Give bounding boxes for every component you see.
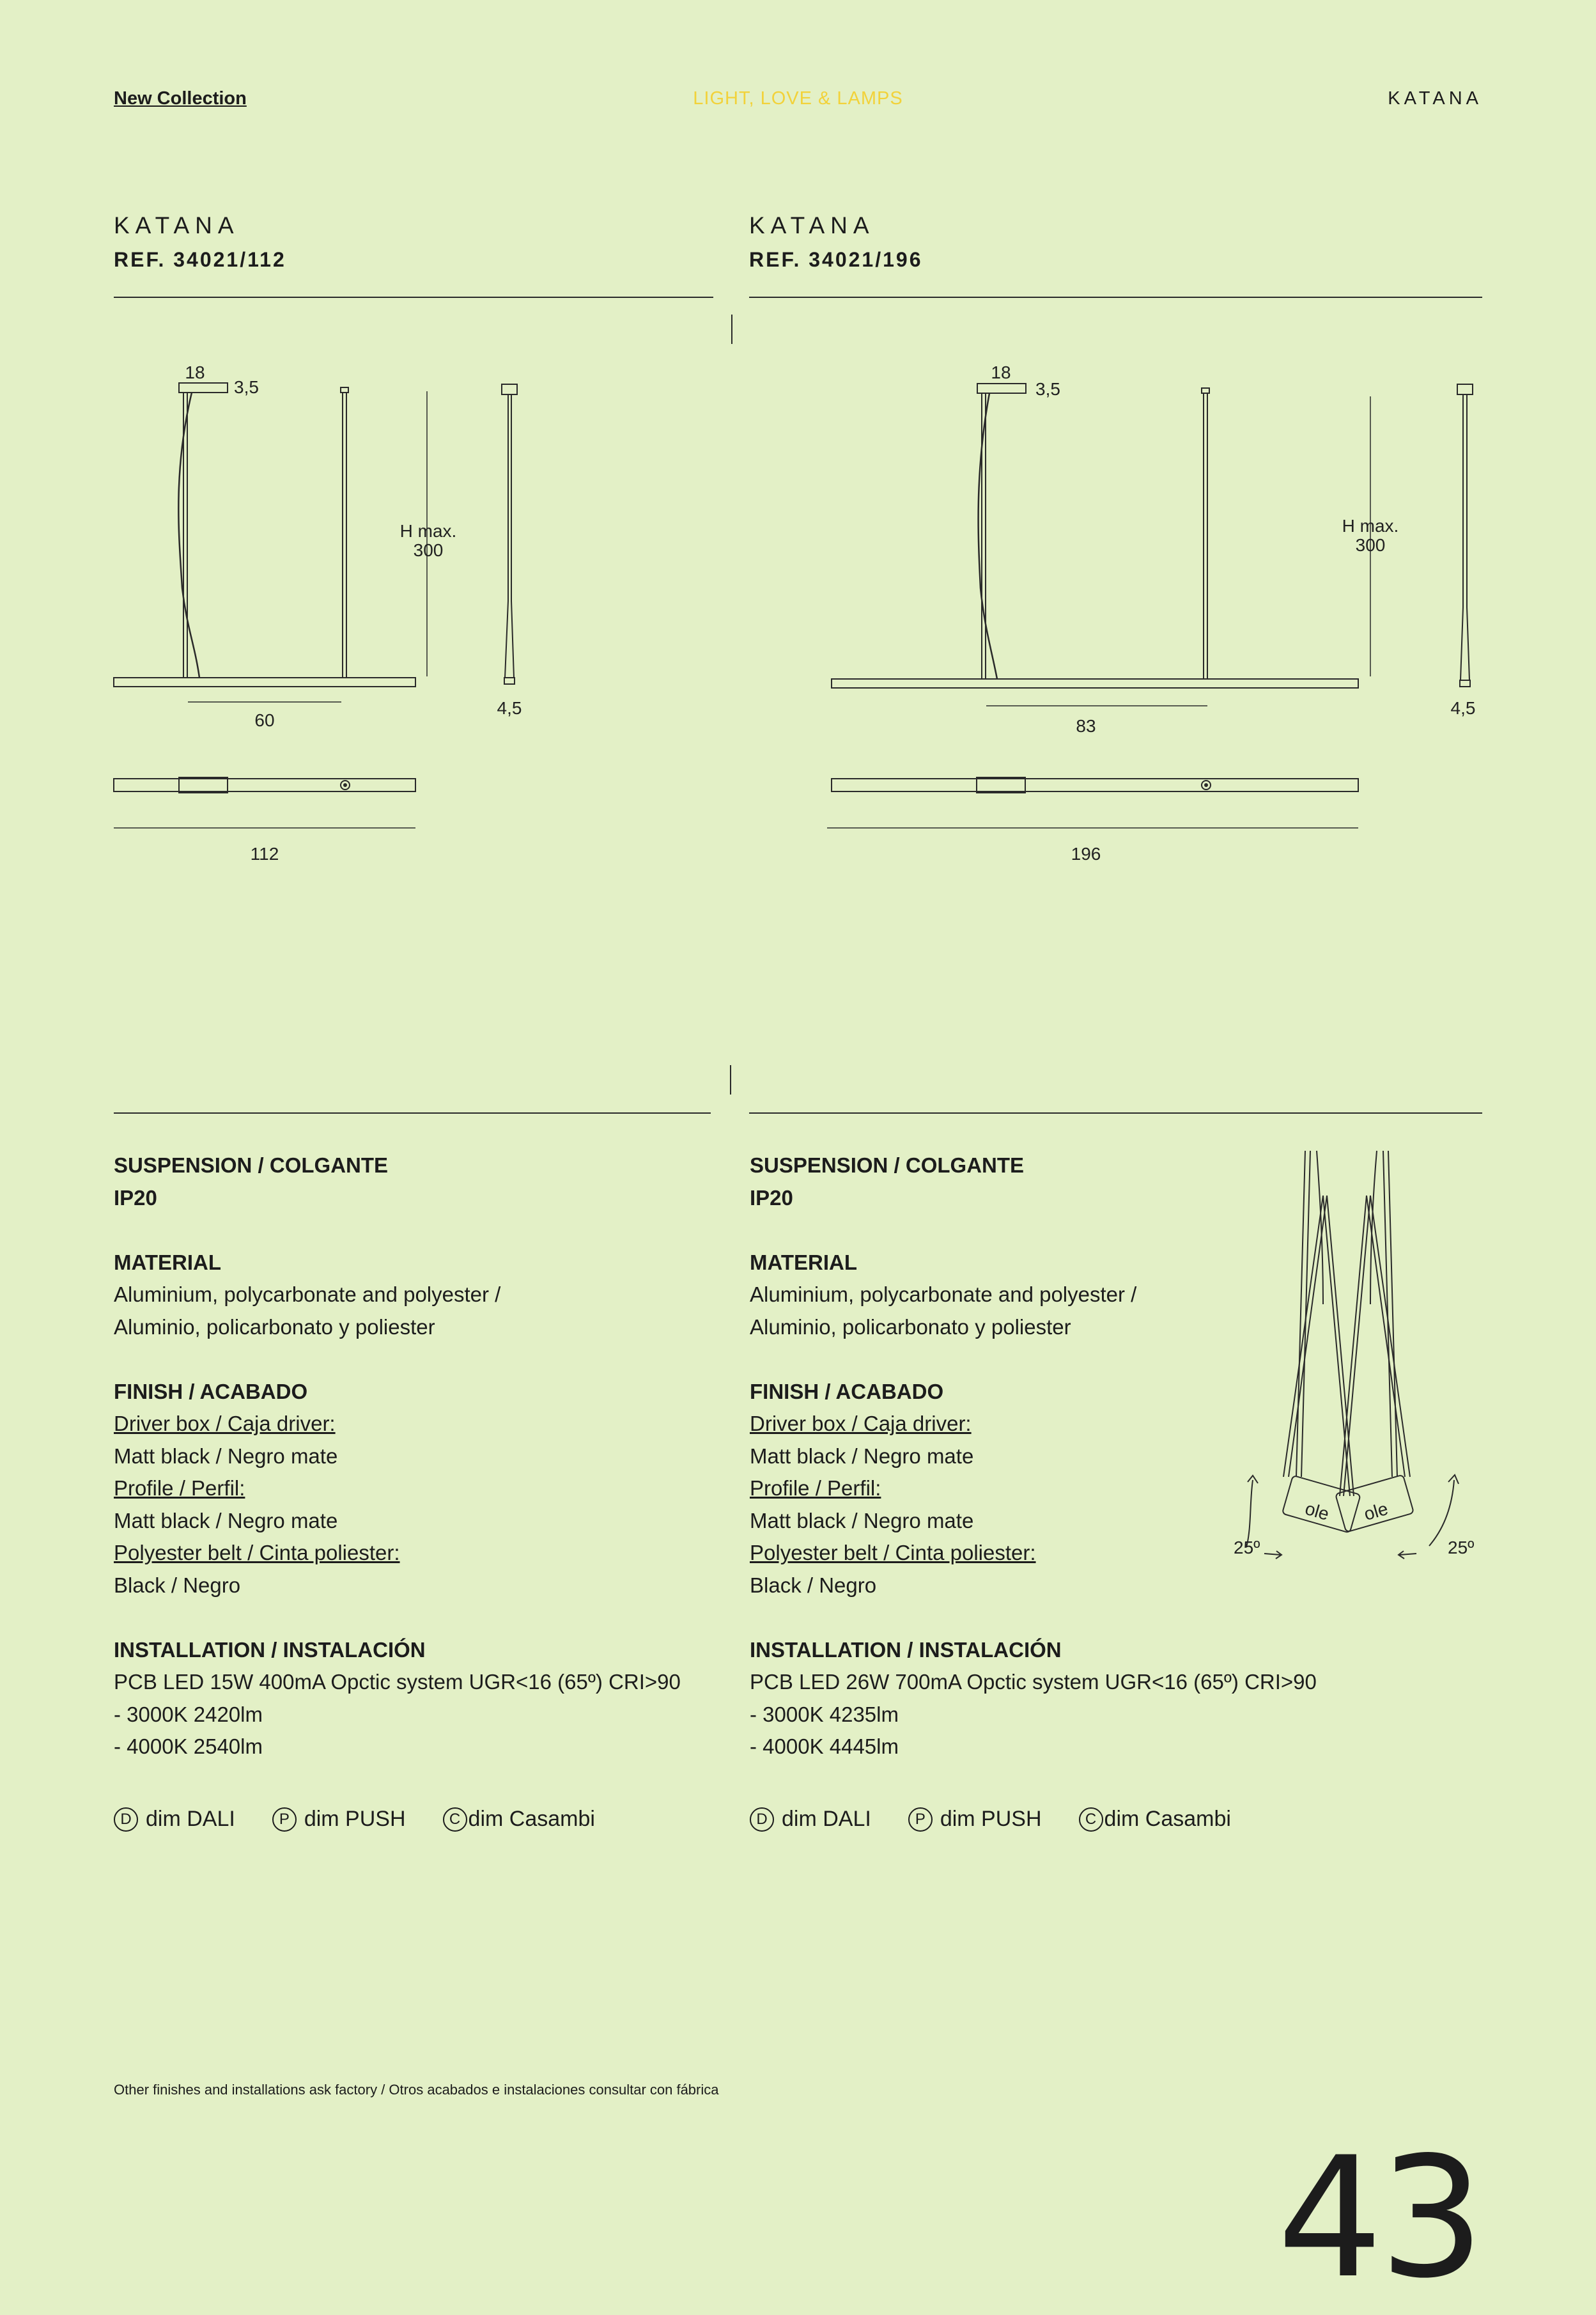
technical-drawing-left <box>0 345 793 882</box>
driver-value: Matt black / Negro mate <box>750 1444 974 1468</box>
luminaire-top-view <box>114 779 415 791</box>
power-cable <box>178 393 199 678</box>
profile-value: Matt black / Negro mate <box>750 1508 974 1532</box>
finish-heading: FINISH / ACABADO <box>750 1379 944 1403</box>
dim-push-option: P dim PUSH <box>272 1807 406 1832</box>
column-divider-bottom <box>730 1065 731 1095</box>
finish-heading: FINISH / ACABADO <box>114 1379 308 1403</box>
material-line: Aluminium, polycarbonate and polyester / <box>114 1282 501 1306</box>
material-line: Aluminium, polycarbonate and polyester / <box>750 1282 1137 1306</box>
collection-link[interactable]: New Collection <box>114 88 247 109</box>
belt-label: Polyester belt / Cinta poliester: <box>114 1541 400 1564</box>
tilt-illustration <box>1214 1144 1496 1566</box>
installation-line: PCB LED 26W 700mA Opctic system UGR<16 (65º) CRI>90 <box>750 1670 1317 1694</box>
casambi-icon: C <box>1079 1807 1103 1832</box>
dim-box-height-left: 3,5 <box>234 377 259 397</box>
luminaire-profile <box>114 678 415 687</box>
material-heading: MATERIAL <box>750 1250 858 1274</box>
title-rule-right <box>749 297 1482 298</box>
material-line: Aluminio, policarbonato y poliester <box>114 1314 435 1339</box>
installation-line: - 4000K 4445lm <box>750 1734 899 1758</box>
spec-block-left <box>114 1150 681 1763</box>
dim-box-height-right: 3,5 <box>1035 379 1060 399</box>
badge-text-right: ole <box>1361 1498 1390 1525</box>
technical-drawing-right <box>793 345 1496 882</box>
dim-hmax-label-left: H max. <box>399 521 457 541</box>
driver-label: Driver box / Caja driver: <box>114 1412 336 1435</box>
dim-hmax-value-left: 300 <box>413 540 444 560</box>
product-ref-right: REF. 34021/196 <box>749 248 923 271</box>
installation-line: PCB LED 15W 400mA Opctic system UGR<16 (65º) CRI>90 <box>114 1670 681 1694</box>
material-line: Aluminio, policarbonato y poliester <box>750 1314 1071 1339</box>
installation-line: - 3000K 4235lm <box>750 1702 899 1726</box>
belt-value: Black / Negro <box>114 1573 241 1597</box>
push-icon: P <box>272 1807 297 1832</box>
page-number: 43 <box>1277 2122 1481 2315</box>
dimming-options-left <box>114 1807 632 1832</box>
dim-box-width-right: 18 <box>991 362 1011 382</box>
canopy-box <box>179 383 228 393</box>
dim-push-option: P dim PUSH <box>908 1807 1042 1832</box>
type-heading: SUSPENSION / COLGANTE <box>114 1153 389 1177</box>
casambi-icon: C <box>443 1807 467 1832</box>
dim-dali-option: D dim DALI <box>114 1807 235 1832</box>
profile-value: Matt black / Negro mate <box>114 1508 338 1532</box>
dali-icon: D <box>750 1807 774 1832</box>
dim-hmax-label-right: H max. <box>1342 516 1399 536</box>
installation-line: - 3000K 2420lm <box>114 1702 263 1726</box>
product-ref-left: REF. 34021/112 <box>114 248 286 271</box>
dim-span-left: 60 <box>254 710 275 730</box>
dim-span-right: 83 <box>1076 716 1096 736</box>
footnote: Other finishes and installations ask factory / Otros acabados e instalaciones consultar con fábrica <box>114 2082 719 2098</box>
dim-depth-left: 4,5 <box>497 698 522 718</box>
dim-hmax-value-right: 300 <box>1355 535 1386 555</box>
belt-label: Polyester belt / Cinta poliester: <box>750 1541 1036 1564</box>
dimming-options-right <box>750 1807 1268 1832</box>
badge-text-left: ole <box>1303 1498 1331 1524</box>
column-divider-top <box>731 315 732 344</box>
ip-rating: IP20 <box>750 1185 793 1210</box>
product-title-left: KATANA <box>114 212 240 238</box>
product-title-right: KATANA <box>749 212 875 238</box>
installation-line: - 4000K 2540lm <box>114 1734 263 1758</box>
title-rule-left <box>114 297 713 298</box>
belt-value: Black / Negro <box>750 1573 877 1597</box>
dim-depth-right: 4,5 <box>1450 698 1476 718</box>
dim-casambi-option: C dim Casambi <box>1079 1807 1231 1832</box>
spec-rule-right <box>749 1112 1482 1114</box>
installation-heading: INSTALLATION / INSTALACIÓN <box>750 1637 1062 1662</box>
product-family-name: KATANA <box>1388 88 1482 109</box>
profile-label: Profile / Perfil: <box>114 1476 245 1500</box>
installation-heading: INSTALLATION / INSTALACIÓN <box>114 1637 426 1662</box>
dim-casambi-option: C dim Casambi <box>443 1807 595 1832</box>
push-icon: P <box>908 1807 933 1832</box>
tilt-angle-right: 25º <box>1448 1538 1475 1557</box>
dim-dali-option: D dim DALI <box>750 1807 871 1832</box>
brand-tagline: LIGHT, LOVE & LAMPS <box>693 88 903 109</box>
driver-label: Driver box / Caja driver: <box>750 1412 972 1435</box>
material-heading: MATERIAL <box>114 1250 222 1274</box>
spec-rule-left <box>114 1112 711 1114</box>
dim-length-right: 196 <box>1071 844 1101 864</box>
ip-rating: IP20 <box>114 1185 157 1210</box>
dim-box-width-left: 18 <box>185 362 205 382</box>
profile-label: Profile / Perfil: <box>750 1476 881 1500</box>
type-heading: SUSPENSION / COLGANTE <box>750 1153 1025 1177</box>
dim-length-left: 112 <box>250 844 279 864</box>
driver-value: Matt black / Negro mate <box>114 1444 338 1468</box>
tilt-angle-left: 25º <box>1234 1538 1260 1557</box>
dali-icon: D <box>114 1807 138 1832</box>
